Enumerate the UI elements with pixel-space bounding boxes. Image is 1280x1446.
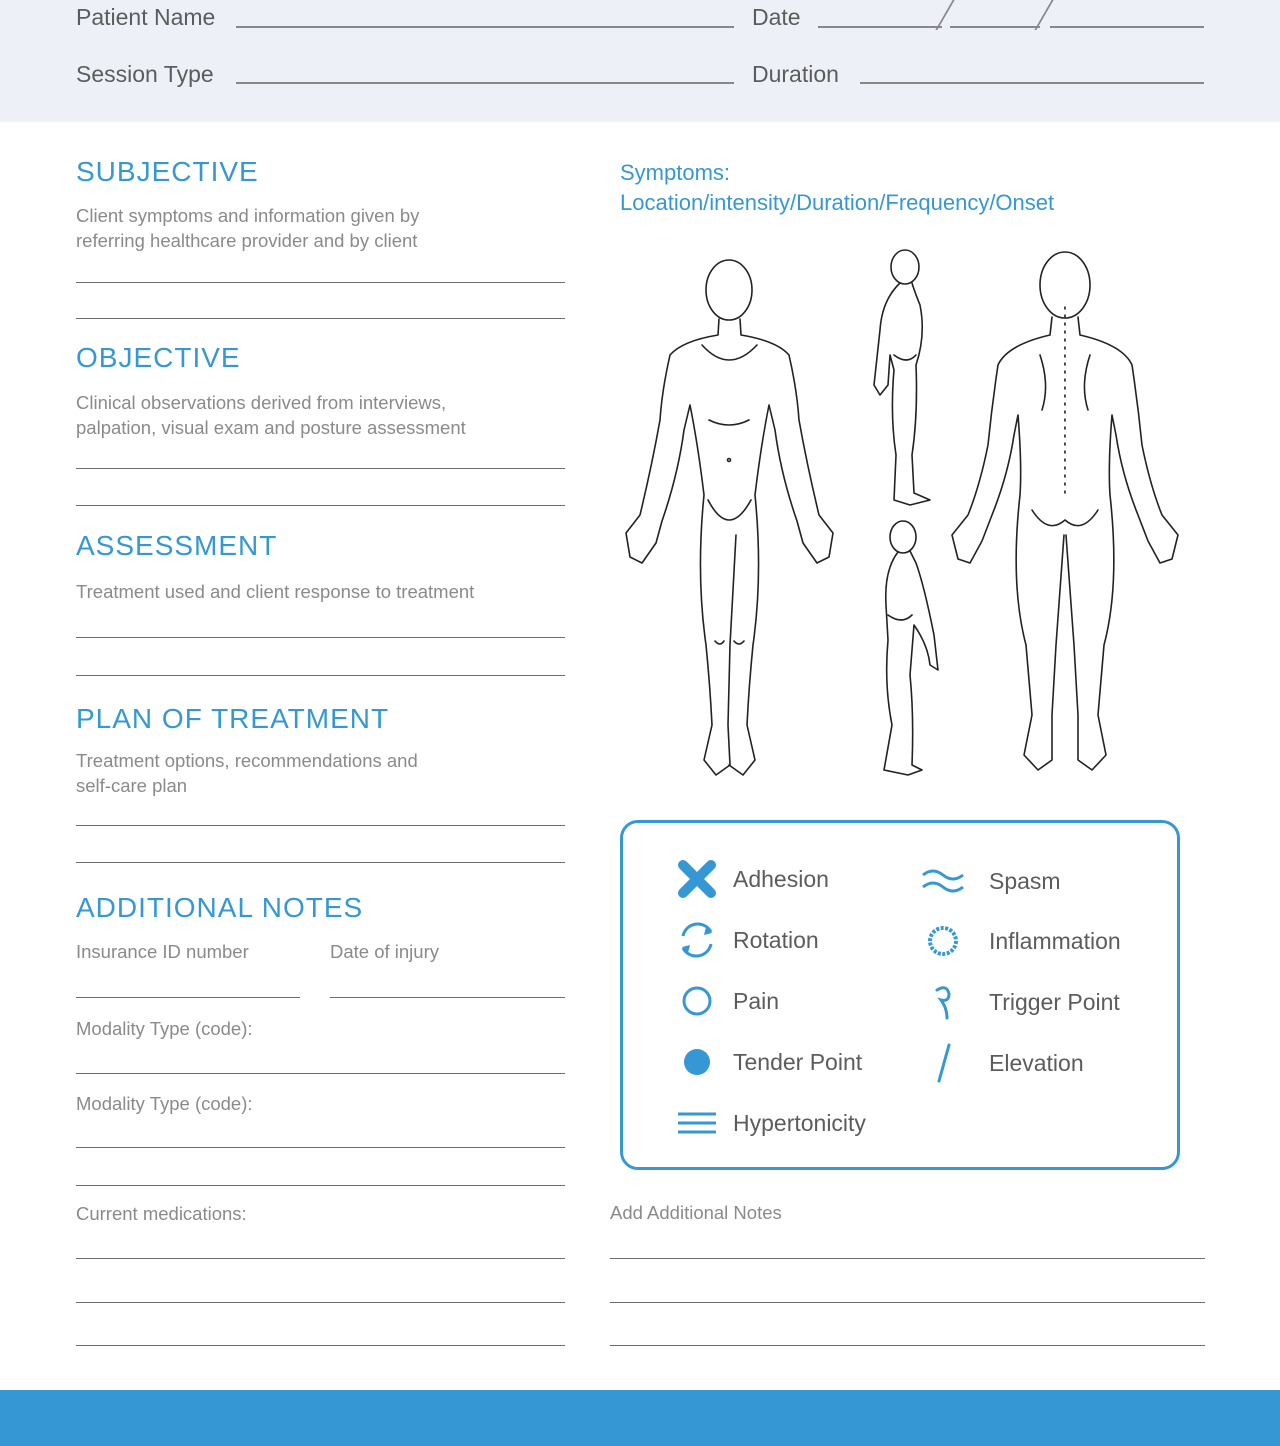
subjective-desc: Client symptoms and information given by referring healthcare provider and by client (76, 205, 420, 251)
medications-line[interactable] (76, 1258, 565, 1259)
symptoms-heading (620, 158, 1054, 218)
add-additional-notes-label: Add Additional Notes (610, 1202, 782, 1223)
current-medications-label: Current medications: (76, 1203, 247, 1224)
body-side-figure-bottom (884, 521, 938, 775)
legend-label-rotation: Rotation (733, 926, 819, 953)
date-of-injury-field[interactable] (330, 997, 565, 998)
plan-desc: Treatment options, recommendations and self-care plan (76, 750, 418, 796)
assessment-line[interactable] (76, 637, 565, 638)
modality-type-label: Modality Type (code): (76, 1093, 253, 1114)
assessment-title: ASSESSMENT (76, 530, 278, 561)
footer-band (0, 1390, 1280, 1446)
body-side-figure-top (874, 250, 930, 505)
objective-line[interactable] (76, 468, 565, 469)
gear-circle-icon (921, 919, 965, 963)
legend-box (620, 820, 1180, 1170)
legend-label-elevation: Elevation (989, 1049, 1084, 1076)
rotation-icon (675, 918, 719, 962)
legend-label-trigger-point: Trigger Point (989, 988, 1120, 1015)
duration-label: Duration (752, 61, 839, 87)
additional-notes-title: ADDITIONAL NOTES (76, 892, 364, 923)
session-type-field[interactable] (236, 82, 734, 84)
legend-label-spasm: Spasm (989, 867, 1061, 894)
symptoms-title: Symptoms: (620, 160, 731, 185)
objective-line[interactable] (76, 505, 565, 506)
x-icon (675, 857, 719, 901)
legend-label-tender-point: Tender Point (733, 1048, 863, 1075)
body-front-figure (626, 260, 833, 775)
objective-title: OBJECTIVE (76, 342, 241, 373)
assessment-desc: Treatment used and client response to treatment (76, 581, 475, 602)
patient-name-label: Patient Name (76, 4, 216, 30)
legend-item-hypertonicity (675, 1101, 866, 1145)
legend-item-rotation (675, 918, 819, 962)
date-of-injury-label: Date of injury (330, 941, 439, 962)
body-back-figure (952, 252, 1178, 770)
modality-type-field[interactable] (76, 1147, 565, 1148)
legend-item-spasm (921, 859, 1061, 903)
legend-item-tender-point (675, 1040, 862, 1084)
patient-name-field[interactable] (236, 26, 734, 28)
date-label: Date (752, 4, 801, 30)
additional-notes-line[interactable] (610, 1345, 1205, 1346)
insurance-id-label: Insurance ID number (76, 941, 249, 962)
session-type-label: Session Type (76, 61, 214, 87)
wave-icon (921, 859, 965, 903)
assessment-line[interactable] (76, 675, 565, 676)
modality-type-label: Modality Type (code): (76, 1018, 253, 1039)
subjective-line[interactable] (76, 282, 565, 283)
circle-outline-icon (675, 979, 719, 1023)
legend-item-adhesion (675, 857, 829, 901)
subjective-line[interactable] (76, 318, 565, 319)
modality-type-field[interactable] (76, 1185, 565, 1186)
legend-item-trigger-point (921, 980, 1120, 1024)
curl-icon (921, 980, 965, 1024)
plan-line[interactable] (76, 862, 565, 863)
header-band (0, 0, 1280, 122)
legend-label-inflammation: Inflammation (989, 927, 1121, 954)
filled-dot-icon (675, 1040, 719, 1084)
slash-icon (921, 1041, 965, 1085)
body-chart[interactable] (612, 245, 1197, 790)
modality-type-field[interactable] (76, 1073, 565, 1074)
subjective-title: SUBJECTIVE (76, 156, 259, 187)
additional-notes-line[interactable] (610, 1302, 1205, 1303)
objective-desc: Clinical observations derived from interviews, palpation, visual exam and posture assessment (76, 392, 466, 438)
medications-line[interactable] (76, 1302, 565, 1303)
plan-line[interactable] (76, 825, 565, 826)
plan-title: PLAN OF TREATMENT (76, 703, 390, 734)
date-year-field[interactable] (1050, 26, 1204, 28)
legend-label-adhesion: Adhesion (733, 865, 829, 892)
date-month-field[interactable] (818, 26, 942, 28)
legend-item-inflammation (921, 919, 1121, 963)
triple-lines-icon (675, 1101, 719, 1145)
legend-label-hypertonicity: Hypertonicity (733, 1109, 866, 1136)
insurance-id-field[interactable] (76, 997, 300, 998)
duration-field[interactable] (860, 82, 1204, 84)
legend-label-pain: Pain (733, 987, 780, 1014)
legend-item-pain (675, 979, 779, 1023)
symptoms-subtitle: Location/intensity/Duration/Frequency/Onset (620, 190, 1055, 215)
date-day-field[interactable] (950, 26, 1040, 28)
legend-item-elevation (921, 1041, 1084, 1085)
additional-notes-line[interactable] (610, 1258, 1205, 1259)
medications-line[interactable] (76, 1345, 565, 1346)
